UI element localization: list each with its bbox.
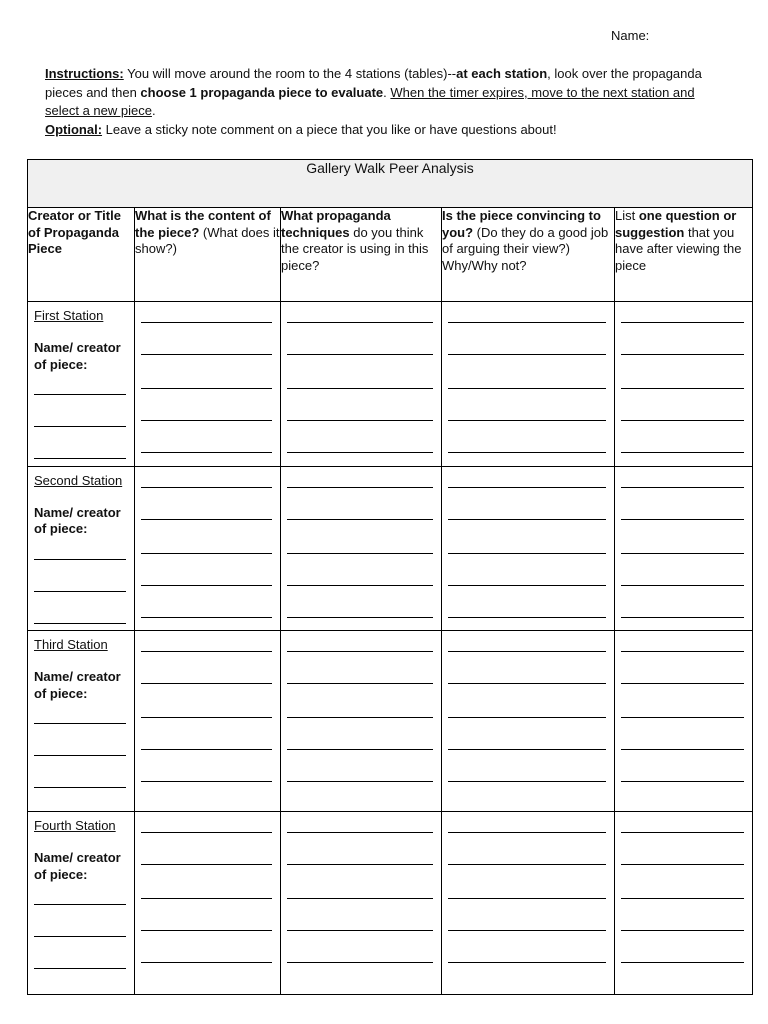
answer-cell-convincing[interactable] <box>442 302 615 467</box>
column-header-rest: do you think the creator is using in this piece? <box>281 224 429 273</box>
answer-area <box>281 467 441 631</box>
answer-area <box>281 631 441 811</box>
blank-write-line <box>34 623 126 624</box>
instructions-text-1: You will move around the room to the 4 stations (tables)-- <box>123 66 457 81</box>
blank-write-line <box>141 717 272 718</box>
blank-write-line <box>34 394 126 395</box>
answer-area <box>615 302 752 466</box>
blank-write-line <box>141 487 272 488</box>
blank-write-line <box>141 651 272 652</box>
blank-write-line <box>34 936 126 937</box>
answer-cell-question[interactable] <box>615 631 753 812</box>
blank-write-line <box>287 717 433 718</box>
blank-write-line <box>287 617 433 618</box>
blank-write-line <box>287 898 433 899</box>
blank-write-line <box>448 683 606 684</box>
column-header-rest: (Do they do a good job of arguing their view?) Why/Why not? <box>442 224 609 273</box>
answer-area <box>135 812 280 994</box>
blank-write-line <box>287 683 433 684</box>
blank-write-line <box>621 930 744 931</box>
instructions-text-3: . <box>383 84 391 100</box>
optional-text: Leave a sticky note comment on a piece that you like or have questions about! <box>102 121 557 137</box>
blank-write-line <box>448 354 606 355</box>
station-row-first <box>28 302 753 467</box>
instructions-text-4: . <box>151 103 156 118</box>
blank-write-line <box>34 968 126 969</box>
blank-write-line <box>34 755 126 756</box>
table-header-row <box>28 208 753 302</box>
answer-cell-question[interactable] <box>615 466 753 631</box>
blank-write-line <box>287 864 433 865</box>
blank-write-line <box>141 962 272 963</box>
blank-write-line <box>621 898 744 899</box>
station-cell-inner <box>28 308 134 472</box>
instructions-label: Instructions: <box>45 66 124 81</box>
blank-write-line <box>621 388 744 389</box>
blank-write-line <box>287 781 433 782</box>
blank-write-line <box>141 617 272 618</box>
answer-area <box>135 631 280 811</box>
station-name: Second Station <box>34 472 123 488</box>
blank-write-line <box>448 388 606 389</box>
blank-write-line <box>448 651 606 652</box>
blank-write-line <box>448 717 606 718</box>
station-cell-inner <box>28 473 134 637</box>
blank-write-line <box>287 962 433 963</box>
blank-write-line <box>287 487 433 488</box>
instructions-underlined: When the timer expires, move to the next station and select a new piece <box>45 84 695 118</box>
blank-write-line <box>141 322 272 323</box>
creator-label: Name/ creator of piece: <box>34 850 121 882</box>
optional-paragraph <box>45 121 725 140</box>
column-header-creator <box>28 208 135 302</box>
blank-write-line <box>287 354 433 355</box>
blank-write-line <box>448 487 606 488</box>
answer-area <box>281 812 441 994</box>
station-row-fourth <box>28 812 753 995</box>
column-header-bold: What is the content of the piece? <box>135 208 271 240</box>
blank-write-line <box>34 787 126 788</box>
station-name: Third Station <box>34 637 108 653</box>
column-header-techniques <box>281 208 442 302</box>
answer-area <box>615 631 752 811</box>
answer-cell-content[interactable] <box>135 812 281 995</box>
blank-write-line <box>34 426 126 427</box>
instructions-paragraph <box>45 65 725 121</box>
answer-area <box>135 467 280 631</box>
answer-cell-techniques[interactable] <box>281 812 442 995</box>
instructions-bold-1: at each station <box>456 66 548 81</box>
blank-write-line <box>287 519 433 520</box>
blank-write-line <box>141 420 272 421</box>
answer-area <box>442 812 614 994</box>
answer-area <box>442 302 614 466</box>
blank-write-line <box>448 420 606 421</box>
blank-write-line <box>621 832 744 833</box>
blank-write-line <box>141 519 272 520</box>
blank-write-line <box>448 864 606 865</box>
blank-write-line <box>448 898 606 899</box>
blank-write-line <box>448 617 606 618</box>
blank-write-line <box>141 683 272 684</box>
blank-write-line <box>621 864 744 865</box>
station-cell <box>28 812 135 995</box>
station-row-second <box>28 466 753 631</box>
blank-write-line <box>448 452 606 453</box>
blank-write-line <box>621 585 744 586</box>
blank-write-line <box>287 930 433 931</box>
instructions-text-2: , look over the propaganda pieces and then <box>45 66 702 100</box>
blank-write-line <box>448 519 606 520</box>
optional-label: Optional: <box>45 121 103 137</box>
blank-write-line <box>34 723 126 724</box>
answer-cell-question[interactable] <box>615 812 753 995</box>
blank-write-line <box>448 553 606 554</box>
blank-write-line <box>34 904 126 905</box>
answer-cell-techniques[interactable] <box>281 466 442 631</box>
blank-write-line <box>621 519 744 520</box>
blank-write-line <box>621 962 744 963</box>
blank-write-line <box>621 553 744 554</box>
blank-write-line <box>621 617 744 618</box>
answer-area <box>442 631 614 811</box>
column-header-pre: List <box>615 208 639 224</box>
answer-cell-convincing[interactable] <box>442 466 615 631</box>
blank-write-line <box>141 388 272 389</box>
station-name: Fourth Station <box>34 818 116 834</box>
blank-write-line <box>448 832 606 833</box>
blank-write-line <box>621 749 744 750</box>
blank-write-line <box>287 420 433 421</box>
answer-cell-content[interactable] <box>135 466 281 631</box>
blank-write-line <box>287 322 433 323</box>
table-title: Gallery Walk Peer Analysis <box>28 160 753 208</box>
blank-write-line <box>141 930 272 931</box>
blank-write-line <box>141 781 272 782</box>
creator-label: Name/ creator of piece: <box>34 669 121 701</box>
name-field-label: Name: <box>611 28 650 43</box>
blank-write-line <box>141 832 272 833</box>
creator-label: Name/ creator of piece: <box>34 340 121 372</box>
blank-write-line <box>141 553 272 554</box>
blank-write-line <box>621 651 744 652</box>
analysis-table <box>27 159 753 995</box>
answer-cell-convincing[interactable] <box>442 812 615 995</box>
answer-area <box>615 812 752 994</box>
station-cell <box>28 466 135 631</box>
blank-write-line <box>448 749 606 750</box>
blank-write-line <box>621 717 744 718</box>
column-header-bold: Is the piece convincing to you? <box>442 208 601 240</box>
blank-write-line <box>621 322 744 323</box>
blank-write-line <box>448 962 606 963</box>
blank-write-line <box>141 898 272 899</box>
column-header-content <box>135 208 281 302</box>
station-cell-inner <box>28 818 134 1000</box>
answer-area <box>281 302 441 466</box>
blank-write-line <box>621 354 744 355</box>
answer-cell-techniques[interactable] <box>281 302 442 467</box>
blank-write-line <box>141 452 272 453</box>
blank-write-line <box>141 354 272 355</box>
blank-write-line <box>287 585 433 586</box>
blank-write-line <box>448 322 606 323</box>
answer-area <box>135 302 280 466</box>
blank-write-line <box>141 749 272 750</box>
blank-write-line <box>448 781 606 782</box>
answer-cell-content[interactable] <box>135 302 281 467</box>
station-cell-inner <box>28 637 134 817</box>
blank-write-line <box>287 553 433 554</box>
blank-write-line <box>287 651 433 652</box>
blank-write-line <box>621 420 744 421</box>
answer-cell-techniques[interactable] <box>281 631 442 812</box>
blank-write-line <box>621 781 744 782</box>
instructions-bold-2: choose 1 propaganda piece to evaluate <box>140 84 384 100</box>
blank-write-line <box>448 585 606 586</box>
answer-area <box>615 467 752 631</box>
answer-area <box>442 467 614 631</box>
column-header-question <box>615 208 753 302</box>
creator-label: Name/ creator of piece: <box>34 504 121 537</box>
station-cell <box>28 302 135 467</box>
station-name: First Station <box>34 308 104 324</box>
table-title-row <box>28 160 753 208</box>
instructions <box>45 65 725 139</box>
column-header-rest: (What does it show?) <box>135 224 280 257</box>
blank-write-line <box>621 683 744 684</box>
blank-write-line <box>287 452 433 453</box>
station-cell <box>28 631 135 812</box>
column-header-rest: that you have after viewing the piece <box>615 224 742 273</box>
blank-write-line <box>141 585 272 586</box>
blank-write-line <box>141 864 272 865</box>
blank-write-line <box>621 487 744 488</box>
column-header-bold: What propaganda techniques <box>281 208 391 240</box>
blank-write-line <box>34 591 126 592</box>
blank-write-line <box>34 559 126 560</box>
blank-write-line <box>621 452 744 453</box>
blank-write-line <box>287 749 433 750</box>
blank-write-line <box>287 388 433 389</box>
answer-cell-convincing[interactable] <box>442 631 615 812</box>
blank-write-line <box>34 458 126 459</box>
answer-cell-content[interactable] <box>135 631 281 812</box>
column-header-convincing <box>442 208 615 302</box>
column-header-bold: Creator or Title of Propaganda Piece <box>28 208 121 257</box>
answer-cell-question[interactable] <box>615 302 753 467</box>
station-row-third <box>28 631 753 812</box>
blank-write-line <box>448 930 606 931</box>
blank-write-line <box>287 832 433 833</box>
column-header-bold: one question or suggestion <box>615 208 737 240</box>
